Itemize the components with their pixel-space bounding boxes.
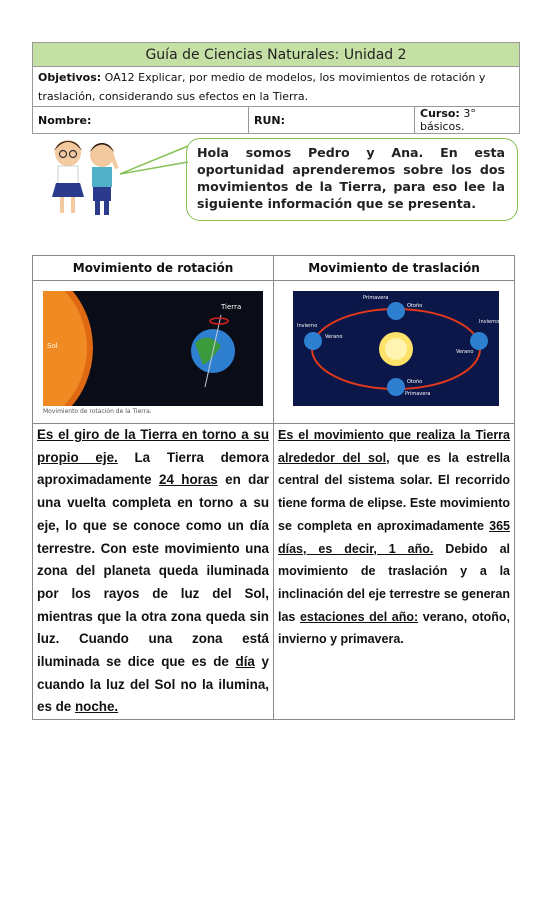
sun-label: Sol bbox=[47, 342, 58, 350]
label-primavera-bottom: Primavera bbox=[405, 391, 431, 397]
label-verano-right: Verano bbox=[456, 349, 474, 355]
label-invierno-right: Invierno bbox=[479, 319, 499, 325]
rotation-image-cell bbox=[33, 281, 274, 424]
course-value: 3° básicos. bbox=[420, 107, 476, 133]
speech-bubble: Hola somos Pedro y Ana. En esta oportunidad aprenderemos sobre los dos movimientos de la Tierra, para eso lee la siguiente información que se presenta. bbox=[186, 138, 518, 221]
label-otono-top: Otoño bbox=[407, 303, 423, 309]
label-invierno-left: Invierno bbox=[297, 323, 318, 329]
translation-image-cell bbox=[274, 281, 515, 424]
rotation-text: Es el giro de la Tierra en torno a su propio eje. La Tierra demora aproximadamente 24 horas en dar una vuelta completa en torno a su eje, lo que se conoce como un día terrestre. Con este movimiento una zona del planeta queda iluminada por los rayos de luz del Sol, mientras que la otra zona queda sin luz. Cuando una zona está iluminada se dice que es de día y cuando la luz del Sol no la ilumina, es de noche. bbox=[33, 424, 274, 720]
translation-header: Movimiento de traslación bbox=[274, 256, 515, 281]
earth-label: Tierra bbox=[221, 303, 242, 311]
course-field bbox=[415, 107, 520, 134]
rotation-caption: Movimiento de rotación de la Tierra. bbox=[43, 408, 152, 415]
objectives-text: OA12 Explicar, por medio de modelos, los movimientos de rotación y traslación, considerando sus efectos en la Tierra. bbox=[38, 71, 486, 103]
name-field[interactable] bbox=[33, 107, 249, 134]
objectives bbox=[33, 67, 520, 107]
guide-header-table bbox=[32, 42, 520, 134]
rotation-header: Movimiento de rotación bbox=[33, 256, 274, 281]
course-label: Curso: bbox=[420, 107, 460, 120]
movements-table bbox=[32, 255, 515, 720]
rotation-image bbox=[43, 291, 263, 406]
translation-image bbox=[293, 291, 499, 406]
translation-text: Es el movimiento que realiza la Tierra alrededor del sol, que es la estrella central del sistema solar. El recorrido tiene forma de elipse. Este movimiento se completa en aproximadamente 365 días, es decir, 1 año. Debido al movimiento de traslación y a la inclinación del eje terrestre se generan las estaciones del año: verano, otoño, invierno y primavera. bbox=[274, 424, 515, 720]
run-label: RUN: bbox=[254, 113, 286, 127]
label-otono-bottom: Otoño bbox=[407, 379, 423, 385]
run-field[interactable] bbox=[249, 107, 415, 134]
name-label: Nombre: bbox=[38, 113, 92, 127]
label-primavera-top: Primavera bbox=[363, 295, 389, 301]
objectives-label: Objetivos: bbox=[38, 71, 102, 84]
label-verano-left: Verano bbox=[325, 334, 343, 340]
guide-title: Guía de Ciencias Naturales: Unidad 2 bbox=[33, 43, 520, 67]
